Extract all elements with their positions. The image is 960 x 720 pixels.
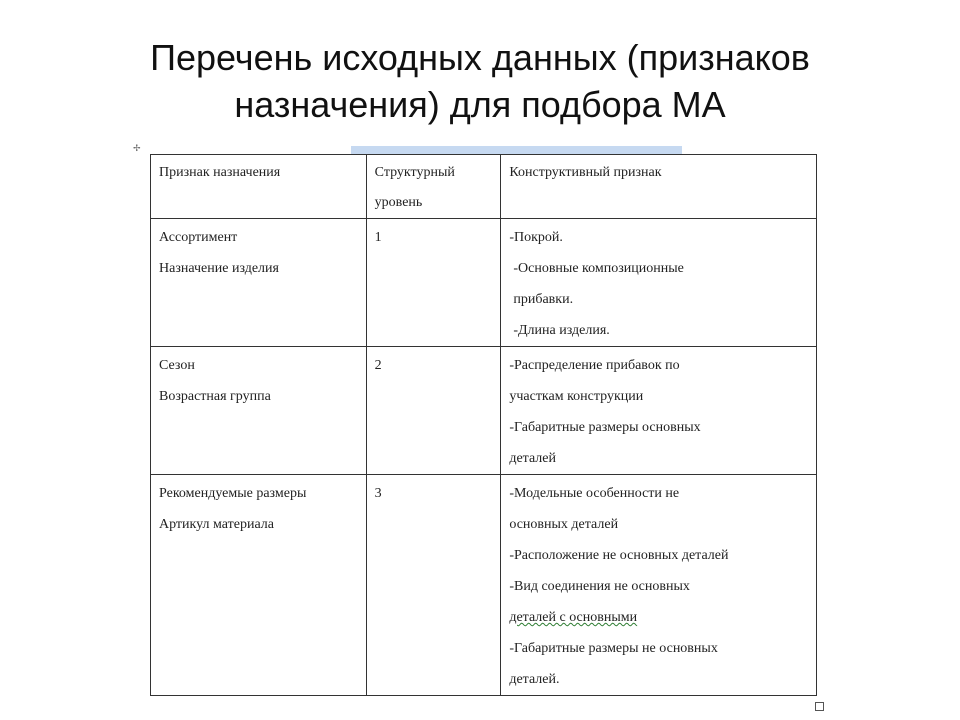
table-row — [151, 475, 817, 696]
header-cell-purpose: Признак назначения — [151, 155, 367, 219]
table-header-row — [151, 155, 817, 219]
slide-title — [0, 34, 960, 128]
table-resize-handle[interactable] — [815, 702, 824, 711]
requirements-table — [150, 154, 817, 696]
header-cell-level: Структурный уровень — [366, 155, 501, 219]
cell-level: 2 — [366, 347, 501, 475]
table-move-handle-icon[interactable]: ✢ — [133, 144, 141, 154]
cell-features: -Распределение прибавок по участкам конструкции -Габаритные размеры основных деталей — [501, 347, 817, 475]
spellcheck-underlined-line: деталей с основными — [509, 610, 638, 625]
cell-purpose: Ассортимент Назначение изделия — [151, 219, 367, 347]
cell-features: -Покрой. -Основные композиционные прибавки. -Длина изделия. — [501, 219, 817, 347]
cell-features: -Модельные особенности не основных деталей -Расположение не основных деталей -Вид соединения не основных деталей с основными -Габаритные размеры не основных деталей. — [501, 475, 817, 696]
table-row — [151, 219, 817, 347]
header-cell-feature: Конструктивный признак — [501, 155, 817, 219]
slide-title-line-2: назначения) для подбора МА — [234, 84, 726, 125]
cell-level: 1 — [366, 219, 501, 347]
table-row — [151, 347, 817, 475]
cell-purpose: Сезон Возрастная группа — [151, 347, 367, 475]
selection-highlight — [351, 146, 682, 154]
cell-purpose: Рекомендуемые размеры Артикул материала — [151, 475, 367, 696]
slide-title-line-1: Перечень исходных данных (признаков — [150, 37, 810, 78]
cell-level: 3 — [366, 475, 501, 696]
